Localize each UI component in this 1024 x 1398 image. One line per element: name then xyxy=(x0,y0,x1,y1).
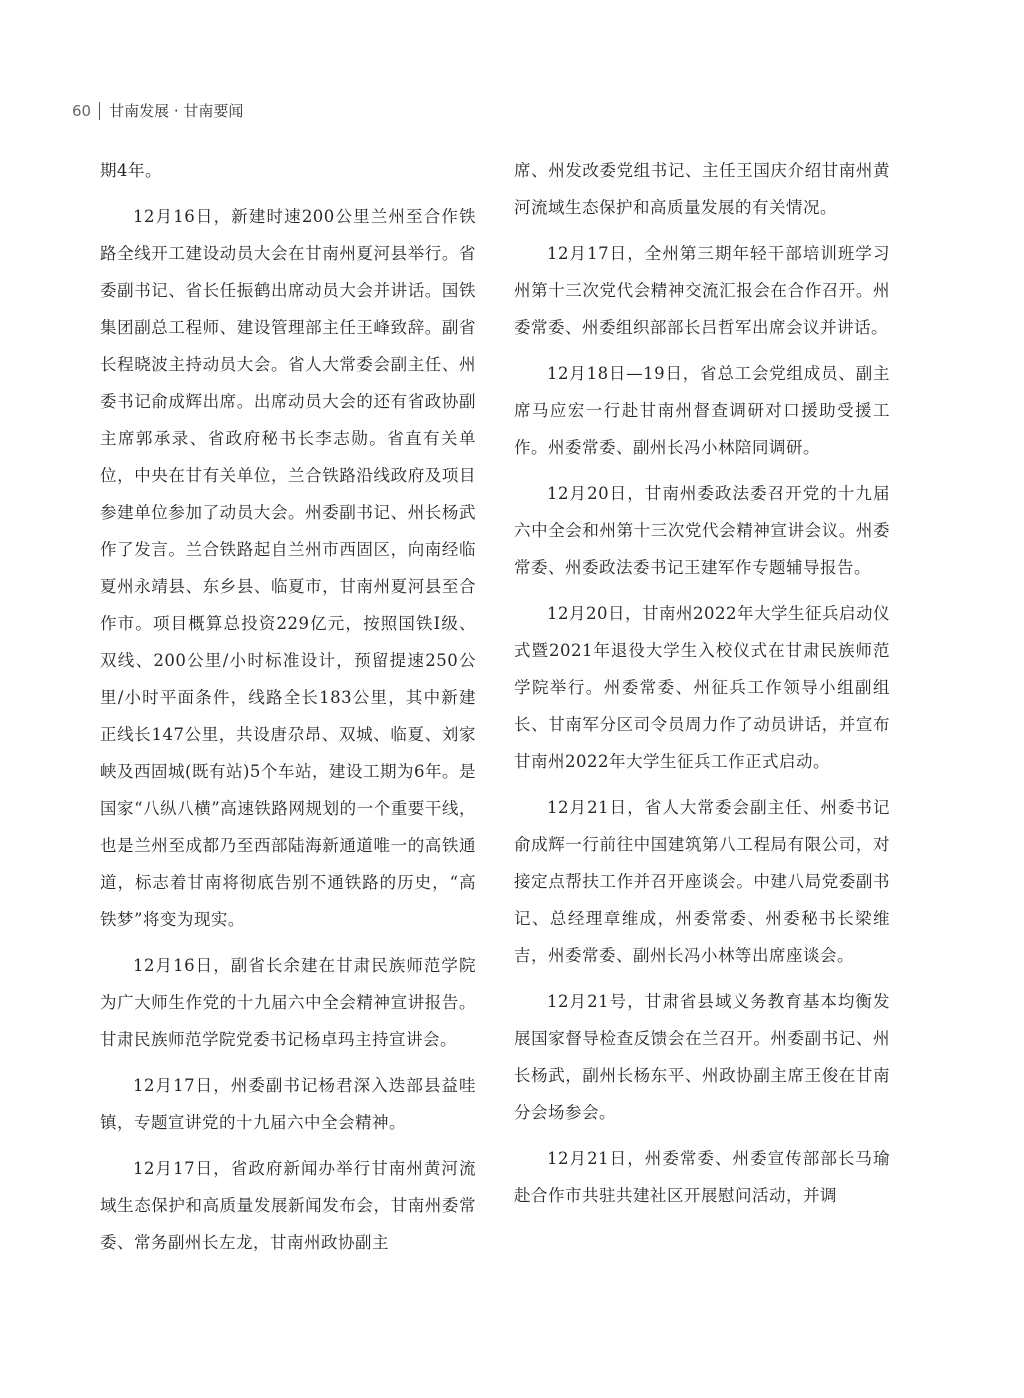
paragraph: 12月16日，新建时速200公里兰州至合作铁路全线开工建设动员大会在甘南州夏河县举行。省委副书记、省长任振鹤出席动员大会并讲话。国铁集团副总工程师、建设管理部主任王峰致辞。副省长程晓波主持动员大会。省人大常委会副主任、州委书记俞成辉出席。出席动员大会的还有省政协副主席郭承录、省政府秘书长李志勋。省直有关单位，中央在甘有关单位，兰合铁路沿线政府及项目参建单位参加了动员大会。州委副书记、州长杨武作了发言。兰合铁路起自兰州市西固区，向南经临夏州永靖县、东乡县、临夏市，甘南州夏河县至合作市。项目概算总投资229亿元，按照国铁I级、双线、200公里/小时标准设计，预留提速250公里/小时平面条件，线路全长183公里，其中新建正线长147公里，共设唐尕昂、双城、临夏、刘家峡及西固城(既有站)5个车站，建设工期为6年。是国家“八纵八横”高速铁路网规划的一个重要干线，也是兰州至成都乃至西部陆海新通道唯一的高铁通道，标志着甘南将彻底告别不通铁路的历史，“高铁梦”将变为现实。 xyxy=(100,207,476,929)
section-title: 甘南发展 · 甘南要闻 xyxy=(109,102,244,120)
paragraph: 12月17日，全州第三期年轻干部培训班学习州第十三次党代会精神交流汇报会在合作召开。州委常委、州委组织部部长吕哲军出席会议并讲话。 xyxy=(514,244,890,337)
left-column xyxy=(100,152,476,1332)
paragraph: 12月21日，省人大常委会副主任、州委书记俞成辉一行前往中国建筑第八工程局有限公司，对接定点帮扶工作并召开座谈会。中建八局党委副书记、总经理章维成，州委常委、州委秘书长梁维吉，州委常委、副州长冯小林等出席座谈会。 xyxy=(514,798,890,965)
right-column xyxy=(514,152,890,1332)
paragraph: 12月21号，甘肃省县域义务教育基本均衡发展国家督导检查反馈会在兰召开。州委副书记、州长杨武，副州长杨东平、州政协副主席王俊在甘南分会场参会。 xyxy=(514,992,890,1122)
article-body xyxy=(100,152,890,1332)
paragraph: 12月17日，省政府新闻办举行甘南州黄河流域生态保护和高质量发展新闻发布会，甘南州委常委、常务副州长左龙，甘南州政协副主 xyxy=(100,1159,476,1252)
paragraph: 席、州发改委党组书记、主任王国庆介绍甘南州黄河流域生态保护和高质量发展的有关情况。 xyxy=(514,161,890,217)
paragraph: 12月18日—19日，省总工会党组成员、副主席马应宏一行赴甘南州督查调研对口援助受援工作。州委常委、副州长冯小林陪同调研。 xyxy=(514,364,890,457)
paragraph: 12月20日，甘南州2022年大学生征兵启动仪式暨2021年退役大学生入校仪式在甘肃民族师范学院举行。州委常委、州征兵工作领导小组副组长、甘南军分区司令员周力作了动员讲话，并宣布甘南州2022年大学生征兵工作正式启动。 xyxy=(514,604,890,771)
header-divider xyxy=(99,102,100,120)
paragraph: 12月20日，甘南州委政法委召开党的十九届六中全会和州第十三次党代会精神宣讲会议。州委常委、州委政法委书记王建军作专题辅导报告。 xyxy=(514,484,890,577)
paragraph: 12月16日，副省长余建在甘肃民族师范学院为广大师生作党的十九届六中全会精神宣讲报告。甘肃民族师范学院党委书记杨卓玛主持宣讲会。 xyxy=(100,956,476,1049)
page-number: 60 xyxy=(72,101,92,120)
paragraph: 12月17日，州委副书记杨君深入迭部县益哇镇，专题宣讲党的十九届六中全会精神。 xyxy=(100,1076,476,1132)
page-header xyxy=(72,100,243,121)
paragraph: 12月21日，州委常委、州委宣传部部长马瑜赴合作市共驻共建社区开展慰问活动，并调 xyxy=(514,1149,890,1205)
paragraph: 期4年。 xyxy=(100,161,162,180)
